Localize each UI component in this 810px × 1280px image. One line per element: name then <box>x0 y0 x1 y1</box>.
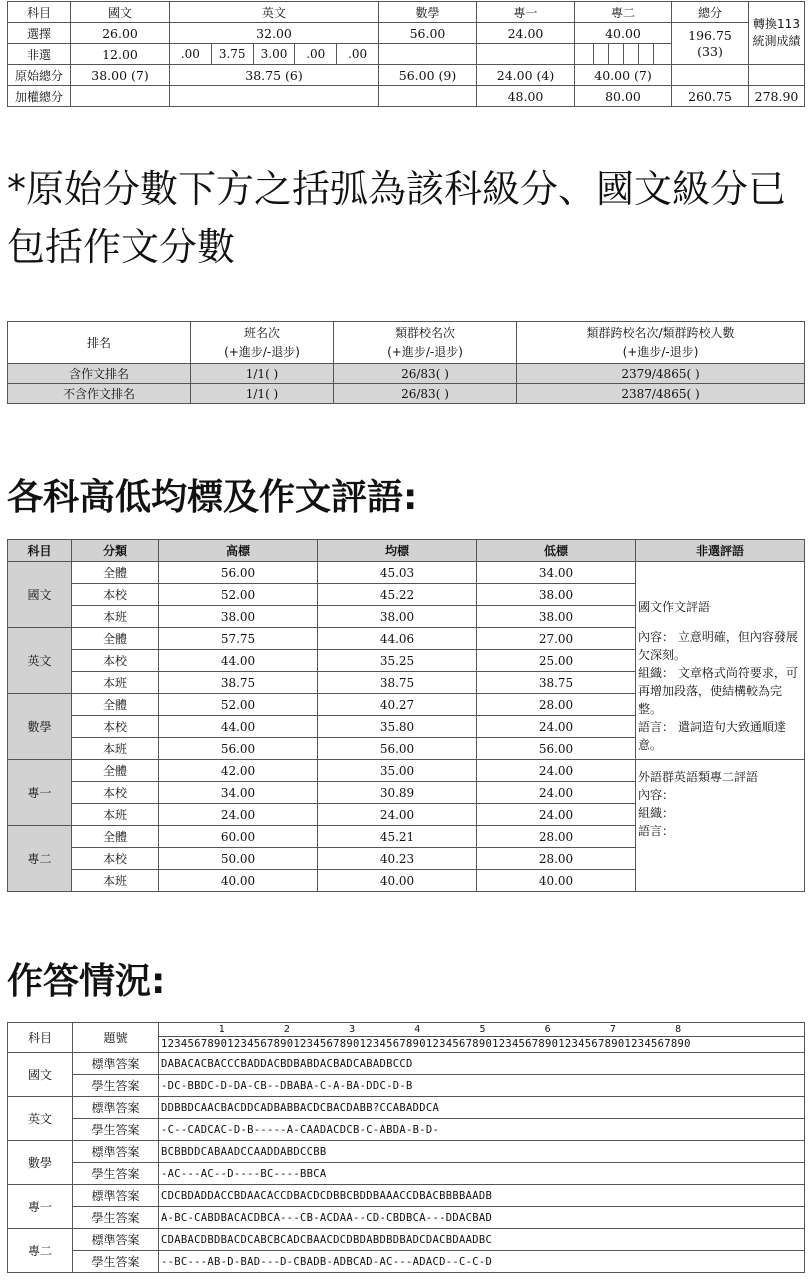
stats-heading: 各科高低均標及作文評語: <box>7 477 418 518</box>
rank-col-cross <box>517 322 805 364</box>
ruler-tens-label: 1 <box>218 1024 225 1035</box>
raw-label: 原始總分 <box>8 65 71 86</box>
weighted-convert: 278.90 <box>749 86 805 107</box>
stats-category: 本班 <box>72 738 159 760</box>
ruler-digits: 12345678901234567890123456789012345678901234567890123456789012345678901234567890 <box>159 1036 804 1051</box>
answers-standard-row <box>8 1229 805 1251</box>
stats-subject: 英文 <box>8 628 72 694</box>
stats-high: 42.00 <box>159 760 318 782</box>
answers-col-qno: 題號 <box>73 1023 159 1053</box>
stats-category: 本校 <box>72 716 159 738</box>
answers-header-row <box>8 1023 805 1053</box>
stats-high: 44.00 <box>159 716 318 738</box>
nonchoice-pro1 <box>477 44 575 65</box>
stats-avg: 24.00 <box>318 804 477 826</box>
rank-row-school: 26/83( ) <box>334 384 517 404</box>
answers-standard-row <box>8 1053 805 1075</box>
raw-chinese: 38.00 (7) <box>71 65 170 86</box>
raw-pro1: 24.00 (4) <box>477 65 575 86</box>
empty-cell <box>579 44 594 64</box>
rank-row-label: 不含作文排名 <box>8 384 191 404</box>
answers-student-row <box>8 1251 805 1273</box>
rank-header-row <box>8 322 805 364</box>
standard-label: 標準答案 <box>73 1097 159 1119</box>
comment-line: 語言： <box>638 824 675 838</box>
stats-row <box>8 760 805 782</box>
stats-avg: 35.25 <box>318 650 477 672</box>
raw-english: 38.75 (6) <box>170 65 379 86</box>
stats-category: 本班 <box>72 870 159 892</box>
stats-high: 56.00 <box>159 738 318 760</box>
stats-low: 38.75 <box>477 672 636 694</box>
standard-answers: CDCBDADDACCBDAACACCDBACDCDBBCBDDBAAACCDBACBBBBAADB <box>159 1185 805 1207</box>
answers-ruler-cell <box>159 1023 805 1053</box>
convert-label: 轉換113統測成績 <box>749 2 805 65</box>
raw-pro2: 40.00 (7) <box>575 65 672 86</box>
answers-subject: 專二 <box>8 1229 73 1273</box>
stats-low: 24.00 <box>477 782 636 804</box>
stats-low: 24.00 <box>477 760 636 782</box>
stats-table <box>7 539 805 892</box>
student-answers: --BC---AB-D-BAD---D-CBADB-ADBCAD-AC---ADACD--C-C-D <box>159 1251 805 1273</box>
stats-category: 本校 <box>72 782 159 804</box>
score-header-row <box>8 2 805 23</box>
stats-col-comment: 非選評語 <box>636 540 805 562</box>
rank-col-school-sub: (+進步/-退步) <box>387 344 463 359</box>
stats-low: 56.00 <box>477 738 636 760</box>
rank-col-class-sub: (+進步/-退步) <box>224 344 300 359</box>
stats-category: 本班 <box>72 672 159 694</box>
choice-pro1: 24.00 <box>477 23 575 44</box>
chinese-essay-comment <box>636 562 805 760</box>
header-subject: 科目 <box>8 2 71 23</box>
empty-cell <box>624 44 639 64</box>
score-raw-row <box>8 65 805 86</box>
rank-col-school-title: 類群校名次 <box>394 325 455 340</box>
stats-col-avg: 均標 <box>318 540 477 562</box>
raw-math: 56.00 (9) <box>379 65 477 86</box>
stats-category: 本班 <box>72 606 159 628</box>
weighted-total: 260.75 <box>672 86 749 107</box>
rank-row <box>8 364 805 384</box>
empty-cell <box>594 44 609 64</box>
stats-low: 24.00 <box>477 804 636 826</box>
ruler-tens-label: 8 <box>675 1024 682 1035</box>
ruler-tens-label: 6 <box>544 1024 551 1035</box>
raw-convert-empty <box>749 65 805 86</box>
header-total: 總分 <box>672 2 749 23</box>
stats-low: 38.00 <box>477 606 636 628</box>
stats-col-high: 高標 <box>159 540 318 562</box>
empty-cell <box>609 44 624 64</box>
student-answers: -DC-BBDC-D-DA-CB--DBABA-C-A-BA-DDC-D-B <box>159 1075 805 1097</box>
total-raw-cell <box>672 23 749 65</box>
standard-label: 標準答案 <box>73 1185 159 1207</box>
score-table <box>7 1 805 107</box>
choice-english: 32.00 <box>170 23 379 44</box>
stats-high: 38.00 <box>159 606 318 628</box>
stats-subject: 國文 <box>8 562 72 628</box>
stats-high: 52.00 <box>159 694 318 716</box>
rank-row-class: 1/1( ) <box>191 364 334 384</box>
total-rank: (33) <box>697 43 723 59</box>
rank-col-label: 排名 <box>8 322 191 364</box>
student-label: 學生答案 <box>73 1119 159 1141</box>
rank-row-cross: 2379/4865( ) <box>517 364 805 384</box>
stats-high: 57.75 <box>159 628 318 650</box>
student-answers: -C--CADCAC-D-B-----A-CAADACDCB-C-ABDA-B-D- <box>159 1119 805 1141</box>
answers-subject: 英文 <box>8 1097 73 1141</box>
stats-avg: 38.00 <box>318 606 477 628</box>
student-label: 學生答案 <box>73 1075 159 1097</box>
stats-row <box>8 562 805 584</box>
answers-heading: 作答情況: <box>7 961 166 1002</box>
rank-row-cross: 2387/4865( ) <box>517 384 805 404</box>
stats-low: 28.00 <box>477 826 636 848</box>
ruler-tens-label: 4 <box>414 1024 421 1035</box>
rank-col-class-title: 班名次 <box>243 325 280 340</box>
standard-label: 標準答案 <box>73 1053 159 1075</box>
stats-low: 34.00 <box>477 562 636 584</box>
student-label: 學生答案 <box>73 1207 159 1229</box>
nonchoice-label: 非選 <box>8 44 71 65</box>
stats-category: 全體 <box>72 628 159 650</box>
stats-avg: 35.00 <box>318 760 477 782</box>
stats-low: 28.00 <box>477 848 636 870</box>
comment-line: 外語群英語類專二評語 <box>638 770 759 784</box>
nonchoice-chinese: 12.00 <box>71 44 170 65</box>
ruler-tens-label: 5 <box>479 1024 486 1035</box>
header-pro1: 專一 <box>477 2 575 23</box>
answers-table <box>7 1022 805 1273</box>
comment-line: 內容： 立意明確，但內容發展欠深刻。 <box>638 630 798 662</box>
answers-student-row <box>8 1207 805 1229</box>
rank-row-class: 1/1( ) <box>191 384 334 404</box>
standard-answers: CDABACDBDBACDCABCBCADCBAACDCDBDABDBDBADCDACBDAADBC <box>159 1229 805 1251</box>
answers-student-row <box>8 1075 805 1097</box>
choice-pro2: 40.00 <box>575 23 672 44</box>
stats-high: 40.00 <box>159 870 318 892</box>
choice-chinese: 26.00 <box>71 23 170 44</box>
nonchoice-pro2 <box>575 44 672 65</box>
standard-label: 標準答案 <box>73 1141 159 1163</box>
score-weighted-row <box>8 86 805 107</box>
stats-low: 38.00 <box>477 584 636 606</box>
comment-line: 國文作文評語 <box>638 600 711 614</box>
ruler-tens-label: 3 <box>349 1024 356 1035</box>
rank-row-school: 26/83( ) <box>334 364 517 384</box>
stats-category: 本校 <box>72 650 159 672</box>
stats-avg: 35.80 <box>318 716 477 738</box>
standard-answers: BCBBDDCABAADCCAADDABDCCBB <box>159 1141 805 1163</box>
standard-answers: DDBBDCAACBACDDCADBABBACDCBACDABB?CCABADDCA <box>159 1097 805 1119</box>
score-choice-row <box>8 23 805 44</box>
nonchoice-english-part: .00 <box>348 47 368 61</box>
stats-low: 28.00 <box>477 694 636 716</box>
stats-high: 24.00 <box>159 804 318 826</box>
stats-avg: 40.27 <box>318 694 477 716</box>
stats-high: 60.00 <box>159 826 318 848</box>
rank-col-cross-title: 類群跨校名次/類群跨校人數 <box>586 325 735 340</box>
stats-high: 56.00 <box>159 562 318 584</box>
header-pro2: 專二 <box>575 2 672 23</box>
stats-low: 25.00 <box>477 650 636 672</box>
empty-cell <box>639 44 654 64</box>
weighted-label: 加權總分 <box>8 86 71 107</box>
ruler-tens-label: 7 <box>609 1024 617 1035</box>
weighted-math <box>379 86 477 107</box>
english-pro2-comment <box>636 760 805 892</box>
rank-col-class <box>191 322 334 364</box>
header-math: 數學 <box>379 2 477 23</box>
weighted-pro1: 48.00 <box>477 86 575 107</box>
stats-category: 全體 <box>72 694 159 716</box>
answers-student-row <box>8 1163 805 1185</box>
answers-student-row <box>8 1119 805 1141</box>
stats-category: 全體 <box>72 760 159 782</box>
comment-line: 內容： <box>638 788 675 802</box>
answers-body <box>8 1053 805 1273</box>
stats-avg: 45.22 <box>318 584 477 606</box>
stats-avg: 44.06 <box>318 628 477 650</box>
student-label: 學生答案 <box>73 1163 159 1185</box>
stats-header-row <box>8 540 805 562</box>
stats-high: 52.00 <box>159 584 318 606</box>
ruler-tens-label: 2 <box>283 1024 291 1035</box>
choice-math: 56.00 <box>379 23 477 44</box>
stats-avg: 30.89 <box>318 782 477 804</box>
nonchoice-english-part: 3.00 <box>254 44 296 64</box>
weighted-english <box>170 86 379 107</box>
choice-label: 選擇 <box>8 23 71 44</box>
stats-category: 本校 <box>72 848 159 870</box>
stats-avg: 56.00 <box>318 738 477 760</box>
stats-category: 本校 <box>72 584 159 606</box>
comment-line: 組織： <box>638 806 675 820</box>
nonchoice-english <box>170 44 379 65</box>
stats-col-low: 低標 <box>477 540 636 562</box>
rank-row <box>8 384 805 404</box>
student-label: 學生答案 <box>73 1251 159 1273</box>
answers-col-subject: 科目 <box>8 1023 73 1053</box>
rank-table <box>7 321 805 404</box>
answers-subject: 國文 <box>8 1053 73 1097</box>
standard-label: 標準答案 <box>73 1229 159 1251</box>
stats-category: 全體 <box>72 826 159 848</box>
rank-col-school <box>334 322 517 364</box>
weighted-pro2: 80.00 <box>575 86 672 107</box>
stats-category: 本班 <box>72 804 159 826</box>
stats-high: 34.00 <box>159 782 318 804</box>
score-note: *原始分數下方之括弧為該科級分、國文級分已包括作文分數 <box>7 167 787 269</box>
total-raw: 196.75 <box>688 27 732 43</box>
stats-avg: 45.03 <box>318 562 477 584</box>
student-answers: A-BC-CABDBACACDBCA---CB-ACDAA--CD-CBDBCA---DDACBAD <box>159 1207 805 1229</box>
answers-standard-row <box>8 1097 805 1119</box>
ruler-tens <box>161 1024 804 1036</box>
rank-row-label: 含作文排名 <box>8 364 191 384</box>
answers-standard-row <box>8 1141 805 1163</box>
answers-subject: 數學 <box>8 1141 73 1185</box>
stats-low: 27.00 <box>477 628 636 650</box>
stats-category: 全體 <box>72 562 159 584</box>
student-answers: -AC---AC--D----BC----BBCA <box>159 1163 805 1185</box>
stats-col-category: 分類 <box>72 540 159 562</box>
weighted-chinese <box>71 86 170 107</box>
stats-subject: 數學 <box>8 694 72 760</box>
stats-avg: 40.00 <box>318 870 477 892</box>
stats-high: 50.00 <box>159 848 318 870</box>
stats-high: 44.00 <box>159 650 318 672</box>
comment-line: 組織： 文章格式尚符要求，可再增加段落，使結構較為完整。 <box>638 666 798 716</box>
rank-col-cross-sub: (+進步/-退步) <box>622 344 699 359</box>
stats-avg: 45.21 <box>318 826 477 848</box>
stats-subject: 專二 <box>8 826 72 892</box>
nonchoice-english-part: .00 <box>170 44 212 64</box>
stats-col-subject: 科目 <box>8 540 72 562</box>
header-english: 英文 <box>170 2 379 23</box>
stats-high: 38.75 <box>159 672 318 694</box>
comment-line: 語言： 遣詞造句大致通順達意。 <box>638 720 786 752</box>
nonchoice-math <box>379 44 477 65</box>
stats-subject: 專一 <box>8 760 72 826</box>
standard-answers: DABACACBACCCBADDACBDBABDACBADCABADBCCD <box>159 1053 805 1075</box>
answers-subject: 專一 <box>8 1185 73 1229</box>
stats-low: 40.00 <box>477 870 636 892</box>
stats-low: 24.00 <box>477 716 636 738</box>
stats-body <box>8 562 805 892</box>
nonchoice-english-part: 3.75 <box>212 44 254 64</box>
stats-avg: 38.75 <box>318 672 477 694</box>
stats-avg: 40.23 <box>318 848 477 870</box>
nonchoice-english-part: .00 <box>295 44 337 64</box>
header-chinese: 國文 <box>71 2 170 23</box>
answers-standard-row <box>8 1185 805 1207</box>
raw-total-empty <box>672 65 749 86</box>
